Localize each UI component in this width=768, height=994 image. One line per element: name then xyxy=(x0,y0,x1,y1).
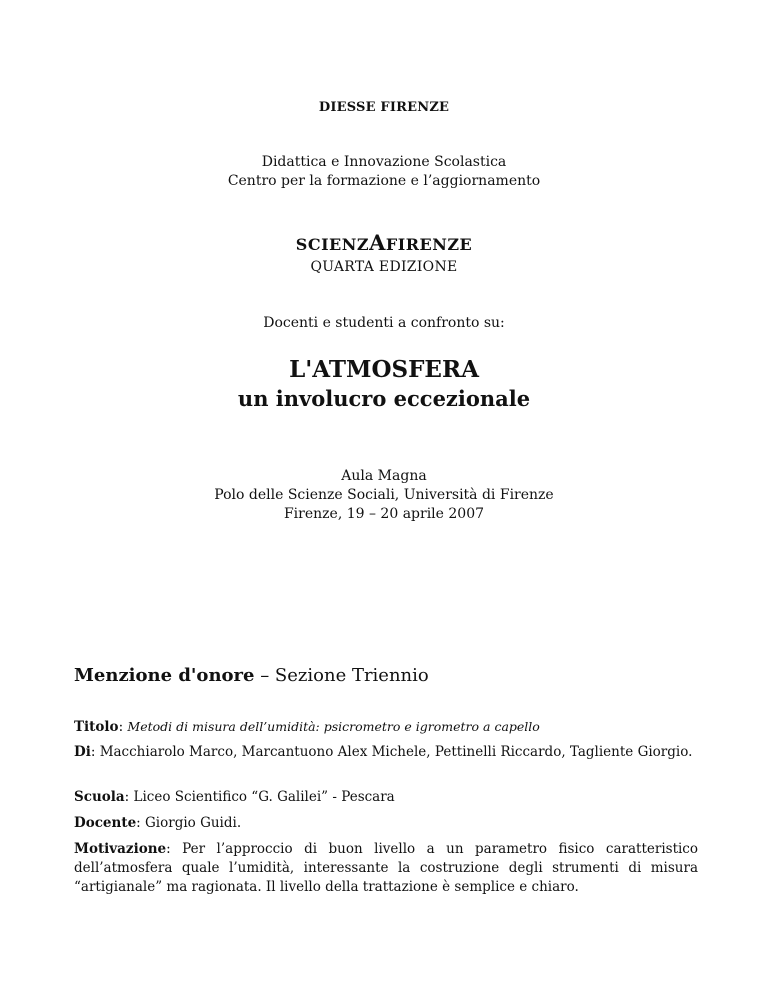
venue-line-2: Polo delle Scienze Sociali, Università di Firenze xyxy=(214,487,554,503)
event-name-part-1: SCIENZ xyxy=(295,235,370,254)
venue-line-1: Aula Magna xyxy=(341,468,427,484)
docente-value: Giorgio Guidi. xyxy=(145,815,242,831)
subtitle-line-2: Centro per la formazione e l’aggiornamento xyxy=(227,173,541,189)
confronto-line: Docenti e studenti a confronto su: xyxy=(263,315,505,331)
subtitle-line-1: Didattica e Innovazione Scolastica xyxy=(261,154,507,170)
titolo-value: Metodi di misura dell’umidità: psicrometro e igrometro a capello xyxy=(127,719,540,734)
venue-date: Firenze, 19 – 20 aprile 2007 xyxy=(283,506,485,522)
award-section: – Sezione Triennio xyxy=(254,665,429,686)
organization-name: DIESSE FIRENZE xyxy=(318,100,450,115)
award-label: Menzione d'onore xyxy=(74,665,255,686)
docente-row: Docente: Giorgio Guidi. xyxy=(74,815,242,831)
event-name xyxy=(0,230,768,255)
motivazione-label: Motivazione xyxy=(74,841,167,857)
di-row: Di: Macchiarolo Marco, Marcantuono Alex Michele, Pettinelli Riccardo, Tagliente Giorgio. xyxy=(74,744,693,760)
docente-label: Docente xyxy=(74,815,137,831)
motivazione-value: Per l’approccio di buon livello a un parametro fisico caratteristico dell’atmosfera quale l’umidità, interessante la costruzione degli strumenti di misura “artigianale” ma ragionata. Il livello della trattazione è semplice e chiaro. xyxy=(74,841,698,895)
award-heading xyxy=(74,665,698,686)
di-label: Di xyxy=(74,744,91,760)
event-name-part-2: A xyxy=(369,230,386,255)
di-value: Macchiarolo Marco, Marcantuono Alex Michele, Pettinelli Riccardo, Tagliente Giorgio. xyxy=(99,744,693,760)
titolo-label: Titolo xyxy=(74,719,119,735)
edition-label: QUARTA EDIZIONE xyxy=(310,259,458,275)
main-subtitle: un involucro eccezionale xyxy=(237,386,531,411)
main-title: L'ATMOSFERA xyxy=(289,356,479,383)
scuola-value: Liceo Scientifico “G. Galilei” - Pescara xyxy=(133,789,395,805)
event-name-part-3: FIRENZE xyxy=(385,235,473,254)
motivazione-row: Motivazione: Per l’approccio di buon livello a un parametro fisico caratteristico dell’atmosfera quale l’umidità, interessante la costruzione degli strumenti di misura “artigianale” ma ragionata. Il livello della trattazione è semplice e chiaro. xyxy=(74,841,698,895)
scuola-row: Scuola: Liceo Scientifico “G. Galilei” - Pescara xyxy=(74,789,395,805)
scuola-label: Scuola xyxy=(74,789,125,805)
titolo-row: Titolo: Metodi di misura dell’umidità: psicrometro e igrometro a capello xyxy=(74,719,540,735)
